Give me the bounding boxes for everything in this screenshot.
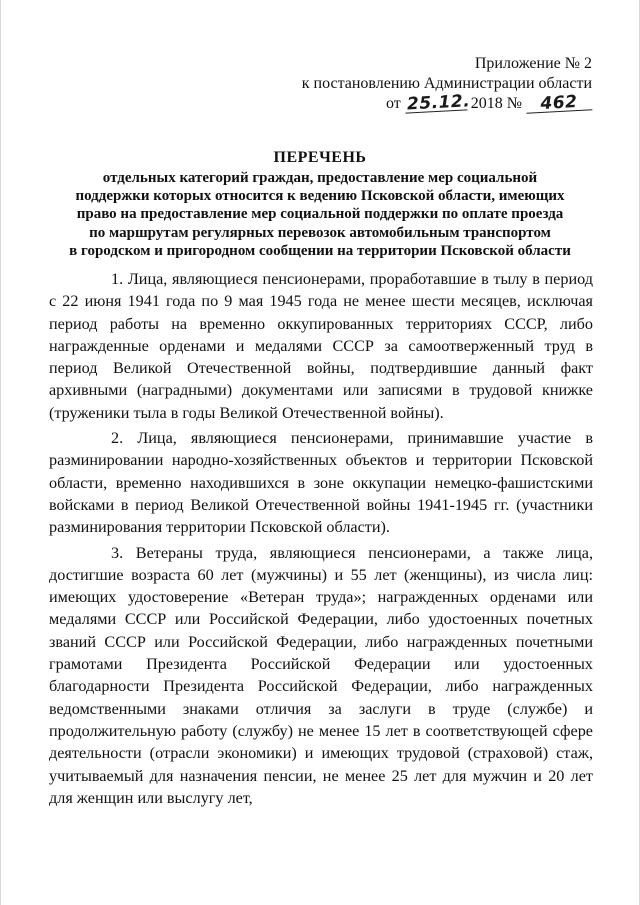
appendix-date-line <box>292 91 592 115</box>
year-number-label: 2018 № <box>470 95 522 112</box>
title-subtitle-line: в городском и пригородном сообщении на территории Псковской области <box>69 242 571 259</box>
paragraph-item-1: 1. Лица, являющиеся пенсионерами, проработавшие в тылу в период с 22 июня 1941 года по 9 мая 1945 года не менее шести месяцев, исключая период работы на временно оккупированных территориях СССР, либо награжденные орденами и медалями СССР за самоотверженный труд в период Великой Отечественной войны, подтвердившие данный факт архивными (наградными) документами или записями в трудовой книжке (труженики тыла в годы Великой Отечественной войны). <box>49 270 593 422</box>
title-subtitle-line: право на предоставление мер социальной поддержки по оплате проезда <box>76 206 564 223</box>
date-prefix: от <box>385 95 401 112</box>
title-subtitle-line: отдельных категорий граждан, предоставление мер социальной <box>102 170 538 186</box>
document-body <box>49 268 593 812</box>
paragraph-item-2: 2. Лица, являющиеся пенсионерами, принимавшие участие в разминировании народно-хозяйственных объектов и территории Псковской области, временно находившихся в зоне оккупации немецко-фашистскими войсками в период Великой Отечественной войны 1941-1945 гг. (участники разминирования территории Псковской области). <box>49 429 593 537</box>
handwritten-number: 462 <box>526 93 593 113</box>
appendix-number: Приложение № 2 <box>474 55 592 72</box>
title-heading: ПЕРЕЧЕНЬ <box>273 149 367 166</box>
paragraph-item-3: 3. Ветераны труда, являющиеся пенсионерами, а также лица, достигшие возраста 60 лет (мужчины) и 55 лет (женщины), из числа лиц: имеющих удостоверение «Ветеран труда»; награжденных орденами или медалями СССР или Российской Федерации, либо удостоенных почетных званий СССР или Российской Федерации, либо награжденных почетными грамотами Президента Российской Федерации или удостоенных благодарности Президента Российской Федерации, либо награжденных ведомственными знаками отличия за заслуги в труде (службе) и продолжительную работу (службу) не менее 15 лет в соответствующей сфере деятельности (отрасли экономики) и имеющих трудовой (страховой) стаж, учитываемый для назначения пенсии, не менее 25 лет для мужчин и 20 лет для женщин или выслугу лет, <box>49 543 593 807</box>
appendix-resolution-reference: к постановлению Администрации области <box>301 75 592 92</box>
appendix-header <box>292 54 592 114</box>
title-subtitle-line: по маршрутам регулярных перевозок автомобильным транспортом <box>89 224 551 241</box>
handwritten-date: 25.12. <box>406 91 471 115</box>
document-title <box>41 148 599 260</box>
title-subtitle-line: поддержки которых относится к ведению Псковской области, имеющих <box>75 188 565 205</box>
